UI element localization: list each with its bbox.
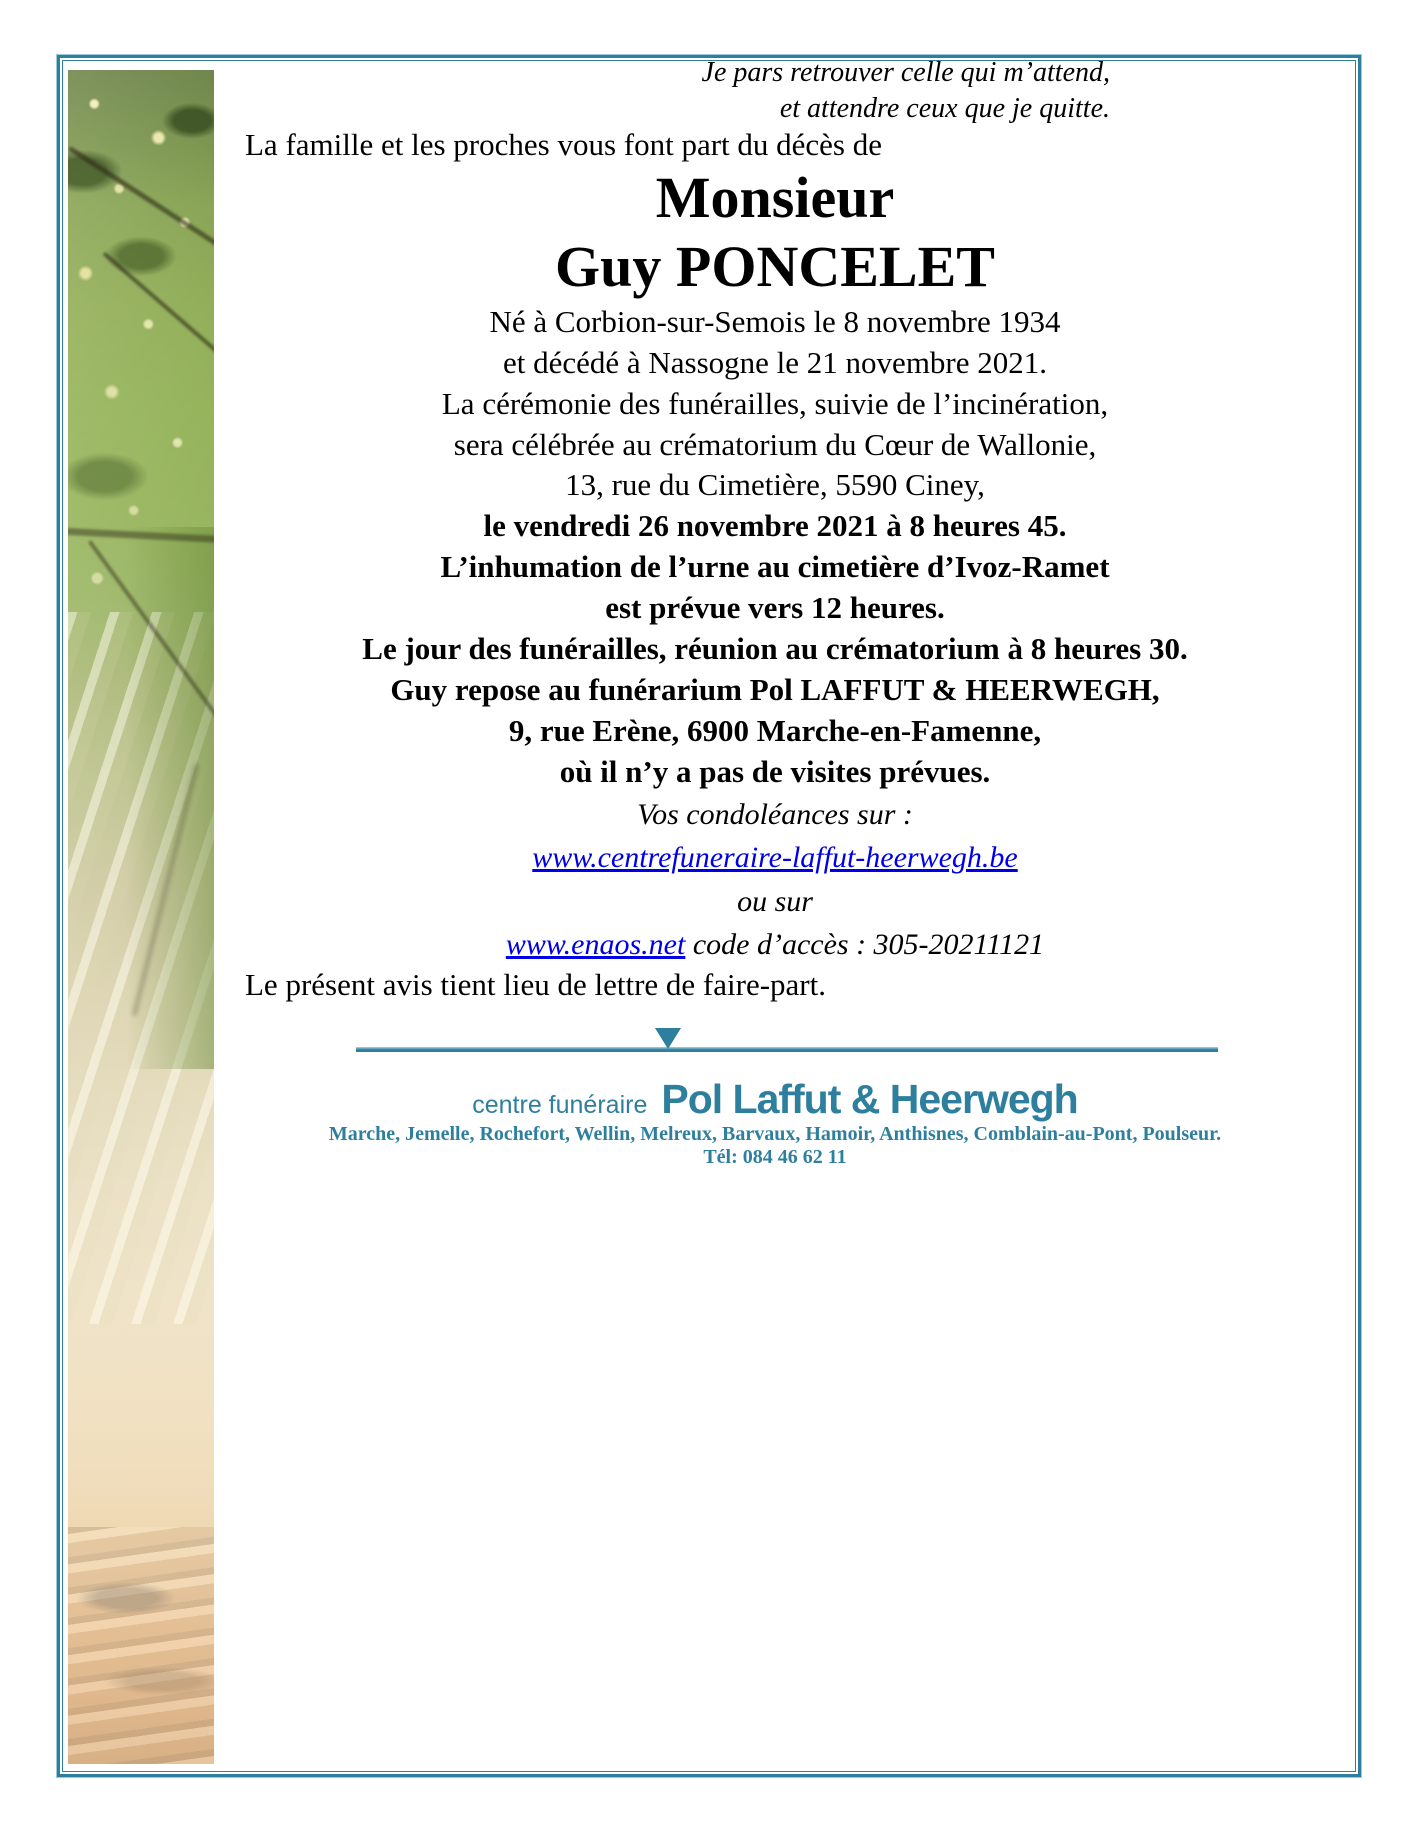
condolences-access-code: code d’accès : 305-20211121 — [692, 928, 1045, 962]
tree-branch — [102, 252, 214, 393]
brand-name-wrap — [661, 1076, 1077, 1123]
forest-path-photo — [68, 70, 214, 1764]
condolences-section — [214, 793, 1360, 967]
condolences-intro: Vos condoléances sur : — [637, 797, 913, 831]
ceremony-line-2: sera célébrée au crématorium du Cœur de Wallonie, — [453, 426, 1097, 462]
footer-divider — [356, 1047, 1218, 1052]
condolences-link-enaos[interactable]: www.enaos.net — [505, 928, 686, 962]
repose-line-3: où il n’y a pas de visites prévues. — [559, 753, 991, 789]
ceremony-details — [214, 384, 1360, 548]
condolences-or: ou sur — [737, 884, 813, 918]
deceased-title: Monsieur — [655, 164, 895, 230]
inhumation-details — [214, 547, 1360, 629]
inhumation-line-2: est prévue vers 12 heures. — [605, 590, 945, 626]
quote-line-1: Je pars retrouver celle qui m’attend, — [701, 57, 1110, 88]
repose-details — [214, 670, 1360, 793]
quote-line-2: et attendre ceux que je quitte. — [779, 92, 1110, 124]
condolences-link-laffut-heerwegh[interactable]: www.centrefuneraire-laffut-heerwegh.be — [532, 841, 1018, 875]
tree-branch — [68, 146, 214, 259]
footer-locations: Marche, Jemelle, Rochefort, Wellin, Melreux, Barvaux, Hamoir, Anthisnes, Comblain-au-Pont, Poulseur. — [328, 1122, 1222, 1145]
footer-phone: Tél: 084 46 62 11 — [703, 1145, 847, 1168]
ceremony-line-1: La cérémonie des funérailles, suivie de l’incinération, — [441, 385, 1109, 421]
intro-line: La famille et les proches vous font part du décès de — [245, 126, 882, 162]
life-dates — [214, 302, 1360, 384]
brand-name: Pol Laffut & Heerwegh — [661, 1075, 1078, 1122]
funeral-home-logo — [214, 1076, 1360, 1123]
faire-part-notice: Le présent avis tient lieu de lettre de faire-part. — [245, 966, 826, 1002]
inhumation-line-1: L’inhumation de l’urne au cimetière d’Ivoz-Ramet — [440, 549, 1110, 585]
deceased-name-heading — [214, 163, 1360, 302]
repose-line-2: 9, rue Erène, 6900 Marche-en-Famenne, — [508, 712, 1042, 748]
reunion-line: Le jour des funérailles, réunion au crématorium à 8 heures 30. — [362, 631, 1188, 667]
birth-line: Né à Corbion-sur-Semois le 8 novembre 1934 — [489, 303, 1061, 339]
sandy-path — [68, 1527, 214, 1764]
memorial-quote — [214, 55, 1360, 127]
death-line: et décédé à Nassogne le 21 novembre 2021. — [502, 344, 1048, 380]
brand-triangle-icon — [655, 1028, 681, 1049]
announcement-body — [214, 55, 1360, 1169]
ceremony-datetime: le vendredi 26 novembre 2021 à 8 heures 45. — [483, 508, 1067, 544]
repose-line-1: Guy repose au funérarium Pol LAFFUT & HEERWEGH, — [390, 672, 1160, 707]
brand-prefix: centre funéraire — [472, 1090, 648, 1119]
deceased-name: Guy PONCELET — [555, 234, 995, 300]
ceremony-address: 13, rue du Cimetière, 5590 Ciney, — [565, 467, 985, 503]
